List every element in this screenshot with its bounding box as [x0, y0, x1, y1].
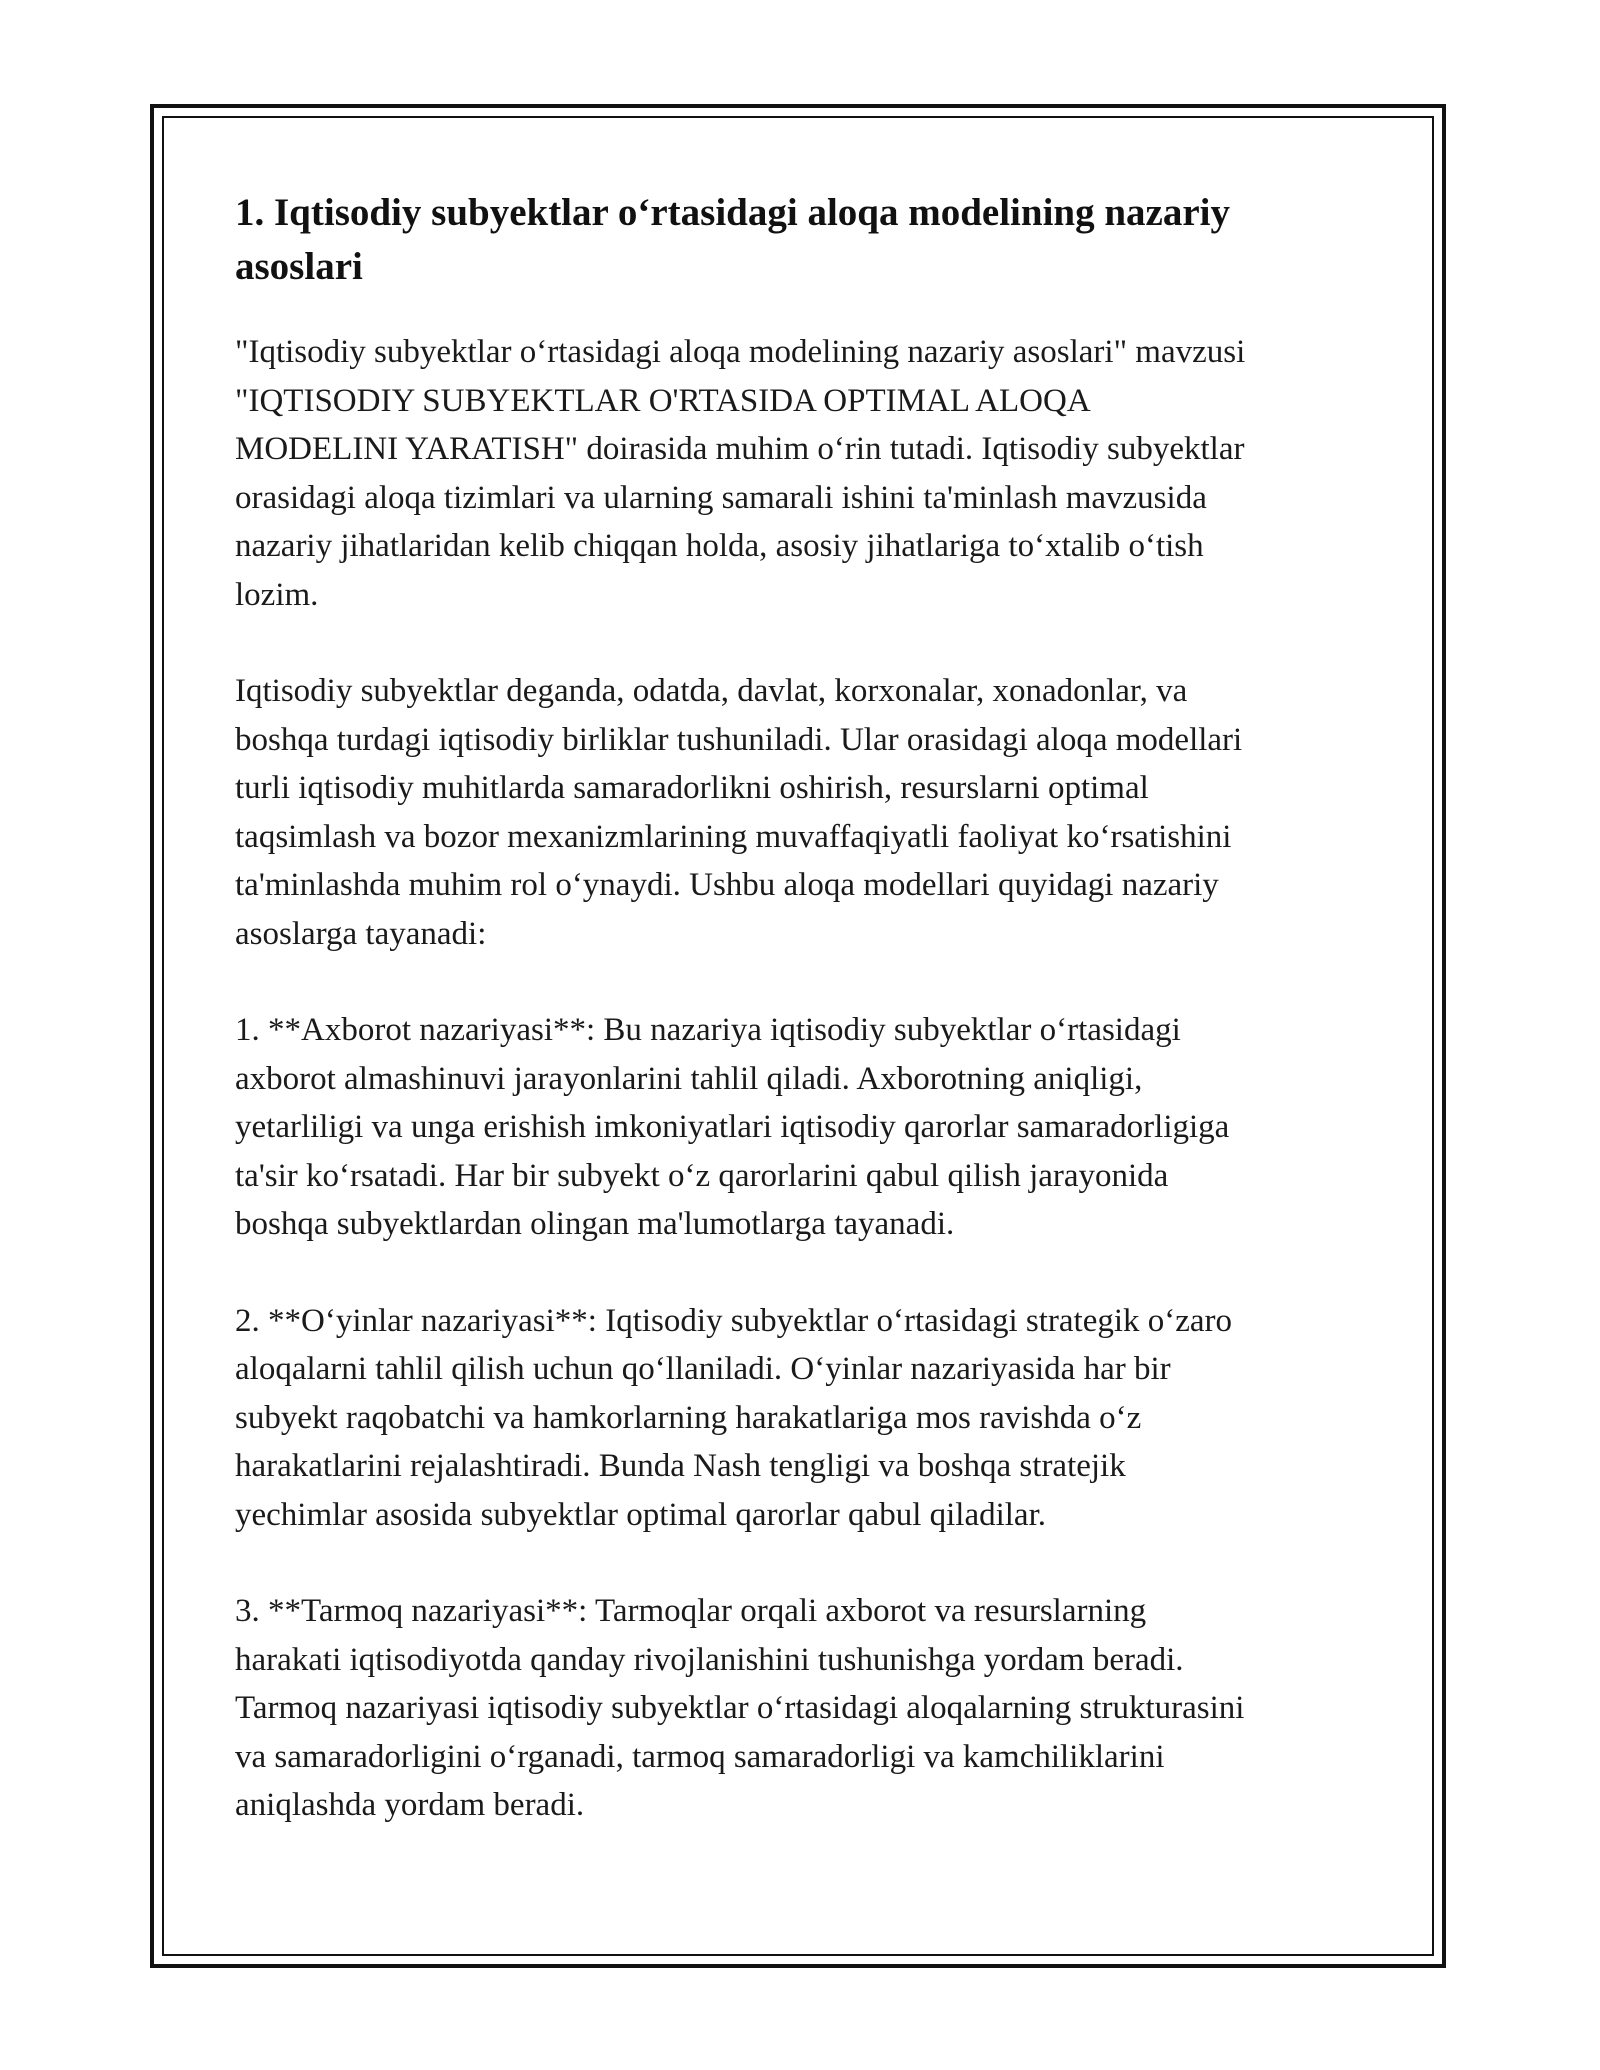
- definition-paragraph: [235, 667, 1385, 958]
- text-line: "Iqtisodiy subyektlar oʻrtasidagi aloqa modelining nazariy asoslari" mavzusi: [235, 334, 1246, 370]
- text-line: boshqa subyektlardan olingan ma'lumotlarga tayanadi.: [235, 1206, 955, 1242]
- section-heading: [235, 186, 1385, 294]
- list-item-game-theory: [235, 1297, 1385, 1540]
- list-item-information-theory: [235, 1006, 1385, 1249]
- text-line: asoslarga tayanadi:: [235, 915, 487, 952]
- text-line: yetarliligi va unga erishish imkoniyatlari iqtisodiy qarorlar samaradorligiga: [235, 1109, 1230, 1145]
- text-line: boshqa turdagi iqtisodiy birliklar tushuniladi. Ular orasidagi aloqa modellari: [235, 721, 1243, 758]
- section-heading-line-2: asoslari: [235, 245, 363, 288]
- intro-paragraph: [235, 328, 1385, 619]
- text-line: subyekt raqobatchi va hamkorlarning harakatlariga mos ravishda oʻz: [235, 1399, 1142, 1436]
- text-line: aniqlashda yordam beradi.: [235, 1787, 585, 1823]
- text-line: 3. **Tarmoq nazariyasi**: Tarmoqlar orqali axborot va resurslarning: [235, 1593, 1147, 1629]
- section-heading-line-1: 1. Iqtisodiy subyektlar oʻrtasidagi aloqa modelining nazariy: [235, 191, 1230, 234]
- text-line: lozim.: [235, 576, 319, 613]
- list-item-network-theory: [235, 1587, 1385, 1830]
- text-line: Tarmoq nazariyasi iqtisodiy subyektlar oʻrtasidagi aloqalarning strukturasini: [235, 1690, 1245, 1726]
- text-line: MODELINI YARATISH" doirasida muhim oʻrin tutadi. Iqtisodiy subyektlar: [235, 431, 1245, 467]
- text-line: harakati iqtisodiyotda qanday rivojlanishini tushunishga yordam beradi.: [235, 1641, 1184, 1678]
- text-line: yechimlar asosida subyektlar optimal qarorlar qabul qiladilar.: [235, 1496, 1046, 1533]
- text-line: aloqalarni tahlil qilish uchun qoʻllaniladi. Oʻyinlar nazariyasida har bir: [235, 1351, 1171, 1387]
- text-line: 1. **Axborot nazariyasi**: Bu nazariya iqtisodiy subyektlar oʻrtasidagi: [235, 1012, 1181, 1048]
- text-line: taqsimlash va bozor mexanizmlarining muvaffaqiyatli faoliyat koʻrsatishini: [235, 818, 1232, 855]
- text-line: turli iqtisodiy muhitlarda samaradorlikni oshirish, resurslarni optimal: [235, 770, 1149, 806]
- text-line: ta'sir koʻrsatadi. Har bir subyekt oʻz qarorlarini qabul qilish jarayonida: [235, 1157, 1169, 1194]
- text-line: ta'minlashda muhim rol oʻynaydi. Ushbu aloqa modellari quyidagi nazariy: [235, 867, 1219, 903]
- document-content: [235, 186, 1385, 1878]
- text-line: harakatlarini rejalashtiradi. Bunda Nash tengligi va boshqa stratejik: [235, 1448, 1126, 1484]
- text-line: Iqtisodiy subyektlar deganda, odatda, davlat, korxonalar, xonadonlar, va: [235, 673, 1188, 709]
- text-line: nazariy jihatlaridan kelib chiqqan holda, asosiy jihatlariga toʻxtalib oʻtish: [235, 528, 1204, 564]
- text-line: 2. **Oʻyinlar nazariyasi**: Iqtisodiy subyektlar oʻrtasidagi strategik oʻzaro: [235, 1302, 1233, 1339]
- text-line: orasidagi aloqa tizimlari va ularning samarali ishini ta'minlash mavzusida: [235, 479, 1207, 516]
- text-line: "IQTISODIY SUBYEKTLAR O'RTASIDA OPTIMAL ALOQA: [235, 382, 1091, 419]
- text-line: axborot almashinuvi jarayonlarini tahlil qiladi. Axborotning aniqligi,: [235, 1060, 1143, 1097]
- text-line: va samaradorligini oʻrganadi, tarmoq samaradorligi va kamchiliklarini: [235, 1738, 1165, 1775]
